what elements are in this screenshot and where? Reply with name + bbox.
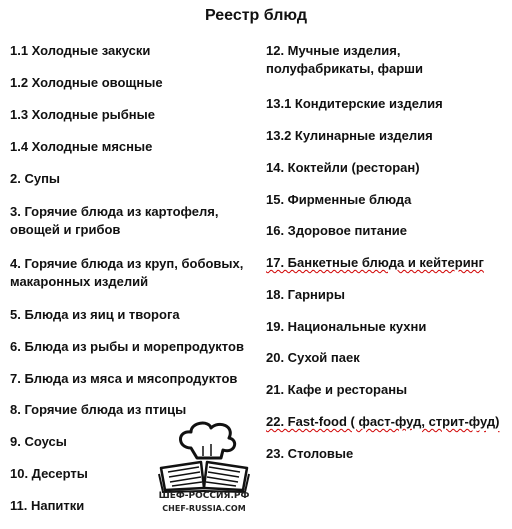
list-item: 18. Гарниры — [266, 287, 345, 302]
list-item: 20. Сухой паек — [266, 350, 360, 365]
logo-text-cyrillic: ШЕФ-РОССИЯ.РФ — [158, 491, 250, 501]
list-item: 5. Блюда из яиц и творога — [10, 307, 180, 322]
list-item: 1.1 Холодные закуски — [10, 43, 151, 58]
list-item: 21. Кафе и рестораны — [266, 382, 408, 397]
chef-russia-logo — [155, 418, 253, 518]
list-item: 1.4 Холодные мясные — [10, 139, 153, 154]
list-item: 16. Здоровое питание — [266, 223, 408, 238]
list-item: 4. Горячие блюда из круп, бобовых, макаронных изделий — [10, 256, 244, 289]
list-item: 1.3 Холодные рыбные — [10, 107, 155, 122]
spellcheck-underlined-text: 17. Банкетные блюда и кейтеринг — [266, 255, 484, 270]
list-item: 8. Горячие блюда из птицы — [10, 402, 187, 417]
page-title: Реестр блюд — [204, 7, 308, 24]
list-item: 23. Столовые — [266, 446, 354, 461]
list-item — [266, 254, 484, 272]
list-item: 13.2 Кулинарные изделия — [266, 128, 433, 143]
logo-text-latin: CHEF-RUSSIA.COM — [162, 504, 246, 513]
list-item: 7. Блюда из мяса и мясопродуктов — [10, 371, 238, 386]
list-item: 3. Горячие блюда из картофеля, овощей и грибов — [10, 204, 219, 237]
list-item: 11. Напитки — [10, 498, 85, 513]
list-item: 14. Коктейли (ресторан) — [266, 160, 420, 175]
list-item: 19. Национальные кухни — [266, 319, 427, 334]
list-item: 1.2 Холодные овощные — [10, 75, 163, 90]
list-item: 13.1 Кондитерские изделия — [266, 96, 443, 111]
list-item: 6. Блюда из рыбы и морепродуктов — [10, 339, 244, 354]
list-item: 9. Соусы — [10, 434, 67, 449]
list-item: 2. Супы — [10, 171, 61, 186]
list-item: 15. Фирменные блюда — [266, 192, 412, 207]
spellcheck-underlined-text: 22. Fast-food ( фаст-фуд, стрит-фуд) — [266, 414, 500, 429]
list-item: 12. Мучные изделия, полуфабрикаты, фарши — [266, 43, 423, 76]
list-item — [266, 413, 499, 431]
list-item: 10. Десерты — [10, 466, 88, 481]
chef-hat-open-book-icon — [155, 418, 253, 493]
